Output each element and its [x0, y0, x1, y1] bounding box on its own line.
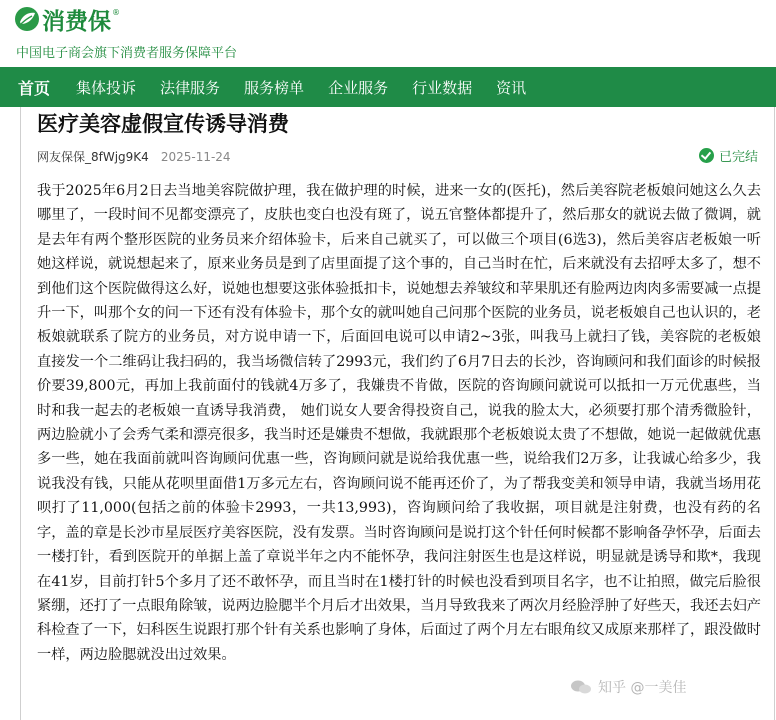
- complaint-text: 我于2025年6月2日去当地美容院做护理，我在做护理的时候，进来一女的(医托)，然后美容院老板娘问她这么久去哪里了，一段时间不见都变漂亮了，皮肤也变白也没有斑了，说五官整体都提升了，然后那女的就说去做了微调，就是去年有两个整形医院的业务员来介绍体验卡，后来自己就买了，可以做三个项目(6选3)，然后美容店老板娘一听她这样说，就说想起来了，原来业务员是到了店里面提了这个事的，自己当时在忙，后来就没有去招呼太多了，想不到他们这个医院做得这么好，说她也想要这张体验抵扣卡，说她想去养皱纹和苹果肌还有脸两边肉肉多需要减一点提升一下，叫那个女的问一下还有没有体验卡，那个女的就叫她自己问那个医院的业务员，说老板娘自己也认识的，老板娘就联系了院方的业务员，对方说申请一下，后面回电说可以申请2~3张，叫我马上就扫了钱，美容院的老板娘直接发一个二维码让我扫码的，我当场微信转了2993元，我们约了6月7日去的长沙，咨询顾问和我们面诊的时候报价要39,800元，再加上我前面付的钱就4万多了，我嫌贵不肯做，医院的咨询顾问就说可以抵扣一万元优惠些，当时和我一起去的老板娘一直诱导我消费， 她们说女人要舍得投资自己，说我的脸太大，必须要打那个清秀微脸针，两边脸就小了会秀气柔和漂亮很多，我当时还是嫌贵不想做，我就跟那个老板娘说太贵了不想做，她说一起做就优惠多一些，她在我面前就叫咨询顾问优惠一些，咨询顾问就是说给我优惠一些，说给我们2万多，让我诚心给多少，我说我没有钱，只能从花呗里面借1万多元左右，咨询顾问说不能再还价了，为了帮我变美和领导申请，我就当场用花呗打了11,000(包括之前的体验卡2993，一共13,993)，咨询顾问给了我收据，项目就是注射费，也没有药的名字，盖的章是长沙市星辰医疗美容医院，没有发票。当时咨询顾问是说打这个针任何时候都不影响备孕怀孕，后面去一楼打针，看到医院开的单据上盖了章说半年之内不能怀孕，我问注射医生也是这样说，明显就是诱导和欺*，我现在41岁，目前打针5个多月了还不敢怀孕，而且当时在1楼打针的时候也没看到项目名字，也不让拍照，做完后脸很紧绷，还打了一点眼角除皱，说两边脸腮半个月后才出效果，当月导致我来了两次月经脸浮肿了好些天，我还去妇产科检查了一下，妇科医生说跟打那个针有关系也影响了身体，后面过了两个月左右眼角纹又成原来那样了，跟没做时一样，两边脸腮就没出过效果。: [37, 183, 761, 663]
- post-date: 2025-11-24: [160, 150, 231, 164]
- author-name[interactable]: 网友保保_8fWjg9K4: [37, 150, 149, 164]
- check-circle-icon: [699, 148, 714, 163]
- nav-item-news[interactable]: 资讯: [496, 78, 527, 97]
- complaint-title: 医疗美容虚假宣传诱导消费: [37, 111, 289, 136]
- status-badge: [699, 146, 758, 165]
- leaf-logo-icon: [14, 6, 40, 32]
- nav-item-group-complaint[interactable]: 集体投诉: [76, 78, 137, 97]
- nav-item-home[interactable]: 首页: [18, 78, 51, 98]
- nav-item-legal-service[interactable]: 法律服务: [160, 78, 221, 97]
- status-label: 已完结: [718, 150, 758, 165]
- wechat-icon: [570, 679, 592, 695]
- registered-mark: ®: [112, 7, 120, 17]
- site-header: [0, 0, 776, 67]
- complaint-body: [37, 179, 761, 667]
- complaint-meta: [37, 148, 231, 165]
- watermark-text: 知乎 @一美佳: [598, 680, 687, 696]
- nav-item-service-ranking[interactable]: 服务榜单: [244, 78, 305, 97]
- complaint-detail: [20, 107, 775, 720]
- site-logo[interactable]: [14, 4, 120, 34]
- watermark: [570, 677, 686, 697]
- nav-item-enterprise-service[interactable]: 企业服务: [328, 78, 389, 97]
- brand-name: 消费保: [42, 8, 111, 35]
- brand-tagline: 中国电子商会旗下消费者服务保障平台: [16, 46, 238, 61]
- main-nav: [0, 67, 776, 107]
- nav-item-industry-data[interactable]: 行业数据: [412, 78, 473, 97]
